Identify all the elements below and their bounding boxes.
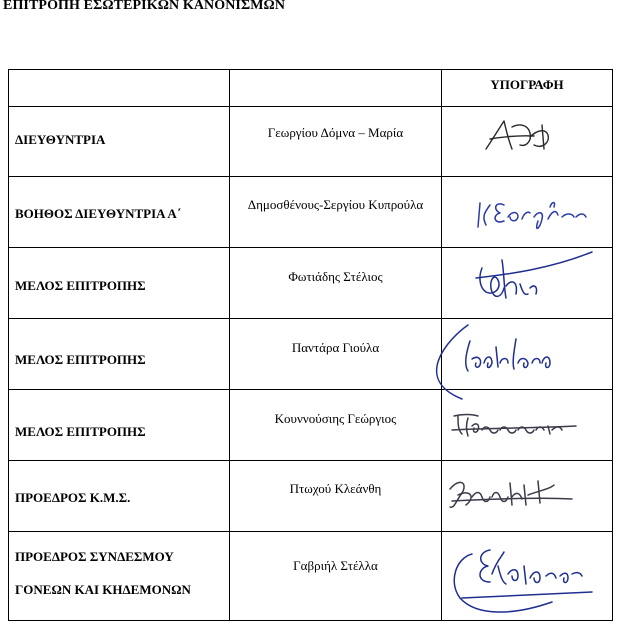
role-cell bbox=[9, 319, 230, 390]
signature-cell bbox=[442, 319, 613, 390]
role-label: ΜΕΛΟΣ ΕΠΙΤΡΟΠΗΣ bbox=[15, 424, 146, 439]
signature-image bbox=[442, 319, 613, 389]
name-cell bbox=[230, 319, 442, 390]
member-name: Φωτιάδης Στέλιος bbox=[288, 269, 383, 284]
table-header-row bbox=[9, 70, 613, 107]
role-label: ΜΕΛΟΣ ΕΠΙΤΡΟΠΗΣ bbox=[15, 352, 146, 367]
name-cell bbox=[230, 390, 442, 461]
role-cell bbox=[9, 532, 230, 621]
table-row bbox=[9, 390, 613, 461]
signature-table bbox=[8, 69, 613, 621]
signature-image bbox=[442, 532, 613, 620]
signature-image bbox=[442, 248, 613, 318]
signature-cell bbox=[442, 177, 613, 248]
member-name: Παντάρα Γιούλα bbox=[291, 340, 380, 355]
header-signature-cell bbox=[442, 70, 613, 107]
role-label: ΒΟΗΘΟΣ ΔΙΕΥΘΥΝΤΡΙΑ Α΄ bbox=[15, 206, 182, 221]
signature-cell bbox=[442, 107, 613, 177]
name-cell bbox=[230, 177, 442, 248]
document-title: ΕΠΙΤΡΟΠΗ ΕΣΩΤΕΡΙΚΩΝ ΚΑΝΟΝΙΣΜΩΝ bbox=[3, 0, 286, 13]
name-cell bbox=[230, 461, 442, 532]
role-label-line-1: ΠΡΟΕΔΡΟΣ ΣΥΝΔΕΣΜΟΥ bbox=[15, 549, 174, 564]
role-label: ΔΙΕΥΘΥΝΤΡΙΑ bbox=[15, 132, 106, 147]
signature-image bbox=[442, 390, 613, 460]
role-cell bbox=[9, 390, 230, 461]
table-row bbox=[9, 532, 613, 621]
signature-column-header: ΥΠΟΓΡΑΦΗ bbox=[490, 77, 564, 92]
role-label-line-2: ΓΟΝΕΩΝ ΚΑΙ ΚΗΔΕΜΟΝΩΝ bbox=[15, 582, 191, 597]
role-cell bbox=[9, 177, 230, 248]
table-row bbox=[9, 461, 613, 532]
header-role-cell bbox=[9, 70, 230, 107]
header-name-cell bbox=[230, 70, 442, 107]
role-label: ΜΕΛΟΣ ΕΠΙΤΡΟΠΗΣ bbox=[15, 278, 146, 293]
signature-cell bbox=[442, 532, 613, 621]
member-name: Κουννούσιης Γεώργιος bbox=[274, 411, 397, 426]
table-row bbox=[9, 248, 613, 319]
role-cell bbox=[9, 461, 230, 532]
name-cell bbox=[230, 532, 442, 621]
signature-image bbox=[442, 107, 613, 176]
table-row bbox=[9, 319, 613, 390]
signature-cell bbox=[442, 248, 613, 319]
member-name: Πτωχού Κλεάνθη bbox=[289, 481, 382, 496]
role-cell bbox=[9, 248, 230, 319]
role-label: ΠΡΟΕΔΡΟΣ Κ.Μ.Σ. bbox=[15, 490, 131, 505]
member-name: Δημοσθένους-Σεργίου Κυπρούλα bbox=[247, 197, 424, 212]
table-row bbox=[9, 177, 613, 248]
name-cell bbox=[230, 107, 442, 177]
signature-image bbox=[442, 461, 613, 531]
signature-cell bbox=[442, 390, 613, 461]
table-row bbox=[9, 107, 613, 177]
member-name: Γαβριήλ Στέλλα bbox=[293, 558, 378, 573]
signature-cell bbox=[442, 461, 613, 532]
signature-image bbox=[442, 177, 613, 247]
name-cell bbox=[230, 248, 442, 319]
role-cell bbox=[9, 107, 230, 177]
member-name: Γεωργίου Δόμνα – Μαρία bbox=[267, 125, 404, 140]
